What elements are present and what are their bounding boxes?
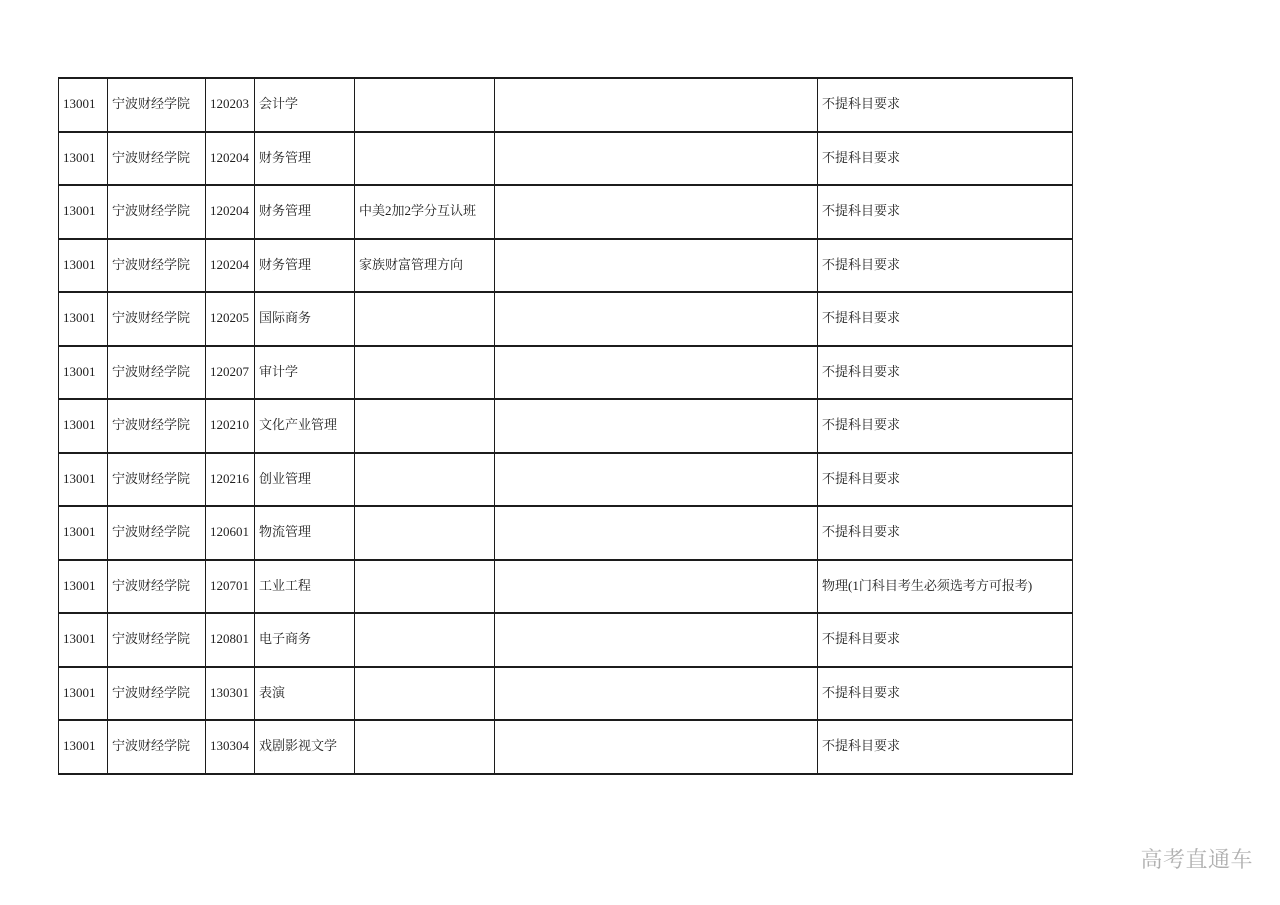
table-row — [59, 506, 1073, 560]
cell-major-code: 120210 — [206, 399, 255, 453]
cell-major-code: 120701 — [206, 560, 255, 614]
cell-major-code: 120204 — [206, 239, 255, 293]
table-row — [59, 720, 1073, 774]
cell-subject-requirement: 不提科目要求 — [818, 399, 1073, 453]
cell-school-name: 宁波财经学院 — [108, 399, 206, 453]
cell-extra — [495, 292, 818, 346]
cell-major-name: 戏剧影视文学 — [255, 720, 355, 774]
cell-note — [355, 346, 495, 400]
cell-note: 家族财富管理方向 — [355, 239, 495, 293]
admission-majors-table — [58, 77, 1073, 775]
cell-school-name: 宁波财经学院 — [108, 453, 206, 507]
cell-school-code: 13001 — [59, 613, 108, 667]
cell-note: 中美2加2学分互认班 — [355, 185, 495, 239]
table-row — [59, 560, 1073, 614]
cell-note — [355, 292, 495, 346]
cell-school-name: 宁波财经学院 — [108, 613, 206, 667]
cell-school-code: 13001 — [59, 720, 108, 774]
cell-major-code: 120204 — [206, 185, 255, 239]
table-row — [59, 613, 1073, 667]
table-row — [59, 78, 1073, 132]
table-row — [59, 667, 1073, 721]
cell-school-code: 13001 — [59, 560, 108, 614]
cell-school-name: 宁波财经学院 — [108, 720, 206, 774]
cell-subject-requirement: 不提科目要求 — [818, 239, 1073, 293]
cell-note — [355, 78, 495, 132]
table-row — [59, 346, 1073, 400]
cell-note — [355, 667, 495, 721]
watermark-text: 高考直通车 — [1140, 847, 1253, 872]
cell-major-name: 审计学 — [255, 346, 355, 400]
table-body — [59, 78, 1073, 774]
cell-subject-requirement: 不提科目要求 — [818, 132, 1073, 186]
cell-major-name: 电子商务 — [255, 613, 355, 667]
cell-subject-requirement: 不提科目要求 — [818, 506, 1073, 560]
cell-school-code: 13001 — [59, 399, 108, 453]
cell-school-code: 13001 — [59, 506, 108, 560]
cell-major-name: 工业工程 — [255, 560, 355, 614]
table-row — [59, 132, 1073, 186]
cell-extra — [495, 346, 818, 400]
table-row — [59, 239, 1073, 293]
cell-subject-requirement: 不提科目要求 — [818, 453, 1073, 507]
cell-extra — [495, 78, 818, 132]
cell-school-code: 13001 — [59, 132, 108, 186]
cell-school-code: 13001 — [59, 453, 108, 507]
cell-extra — [495, 560, 818, 614]
cell-subject-requirement: 不提科目要求 — [818, 613, 1073, 667]
cell-school-name: 宁波财经学院 — [108, 506, 206, 560]
cell-major-code: 120205 — [206, 292, 255, 346]
cell-subject-requirement: 不提科目要求 — [818, 78, 1073, 132]
cell-school-name: 宁波财经学院 — [108, 185, 206, 239]
table-row — [59, 399, 1073, 453]
cell-school-code: 13001 — [59, 185, 108, 239]
cell-subject-requirement: 不提科目要求 — [818, 292, 1073, 346]
cell-major-code: 130304 — [206, 720, 255, 774]
cell-school-code: 13001 — [59, 78, 108, 132]
cell-major-name: 财务管理 — [255, 239, 355, 293]
cell-school-name: 宁波财经学院 — [108, 667, 206, 721]
cell-major-code: 120601 — [206, 506, 255, 560]
cell-major-name: 国际商务 — [255, 292, 355, 346]
cell-school-code: 13001 — [59, 292, 108, 346]
cell-extra — [495, 667, 818, 721]
cell-major-code: 120204 — [206, 132, 255, 186]
cell-school-name: 宁波财经学院 — [108, 346, 206, 400]
cell-subject-requirement: 不提科目要求 — [818, 720, 1073, 774]
cell-note — [355, 453, 495, 507]
cell-extra — [495, 399, 818, 453]
table-row — [59, 453, 1073, 507]
cell-extra — [495, 132, 818, 186]
cell-school-name: 宁波财经学院 — [108, 132, 206, 186]
cell-extra — [495, 453, 818, 507]
cell-note — [355, 613, 495, 667]
cell-major-code: 120207 — [206, 346, 255, 400]
table-row — [59, 185, 1073, 239]
cell-note — [355, 560, 495, 614]
cell-subject-requirement: 不提科目要求 — [818, 667, 1073, 721]
cell-subject-requirement: 不提科目要求 — [818, 185, 1073, 239]
cell-major-name: 会计学 — [255, 78, 355, 132]
cell-extra — [495, 185, 818, 239]
cell-school-code: 13001 — [59, 667, 108, 721]
cell-major-name: 财务管理 — [255, 185, 355, 239]
cell-subject-requirement: 不提科目要求 — [818, 346, 1073, 400]
cell-major-name: 物流管理 — [255, 506, 355, 560]
cell-extra — [495, 506, 818, 560]
cell-note — [355, 399, 495, 453]
cell-major-code: 130301 — [206, 667, 255, 721]
cell-major-name: 表演 — [255, 667, 355, 721]
cell-major-code: 120203 — [206, 78, 255, 132]
cell-major-name: 文化产业管理 — [255, 399, 355, 453]
cell-school-name: 宁波财经学院 — [108, 560, 206, 614]
cell-school-name: 宁波财经学院 — [108, 78, 206, 132]
cell-major-code: 120801 — [206, 613, 255, 667]
cell-major-code: 120216 — [206, 453, 255, 507]
cell-school-code: 13001 — [59, 239, 108, 293]
cell-note — [355, 720, 495, 774]
cell-extra — [495, 720, 818, 774]
cell-note — [355, 506, 495, 560]
cell-subject-requirement: 物理(1门科目考生必须选考方可报考) — [818, 560, 1073, 614]
cell-school-code: 13001 — [59, 346, 108, 400]
cell-extra — [495, 613, 818, 667]
table-row — [59, 292, 1073, 346]
cell-school-name: 宁波财经学院 — [108, 239, 206, 293]
cell-extra — [495, 239, 818, 293]
cell-school-name: 宁波财经学院 — [108, 292, 206, 346]
cell-major-name: 财务管理 — [255, 132, 355, 186]
cell-major-name: 创业管理 — [255, 453, 355, 507]
cell-note — [355, 132, 495, 186]
